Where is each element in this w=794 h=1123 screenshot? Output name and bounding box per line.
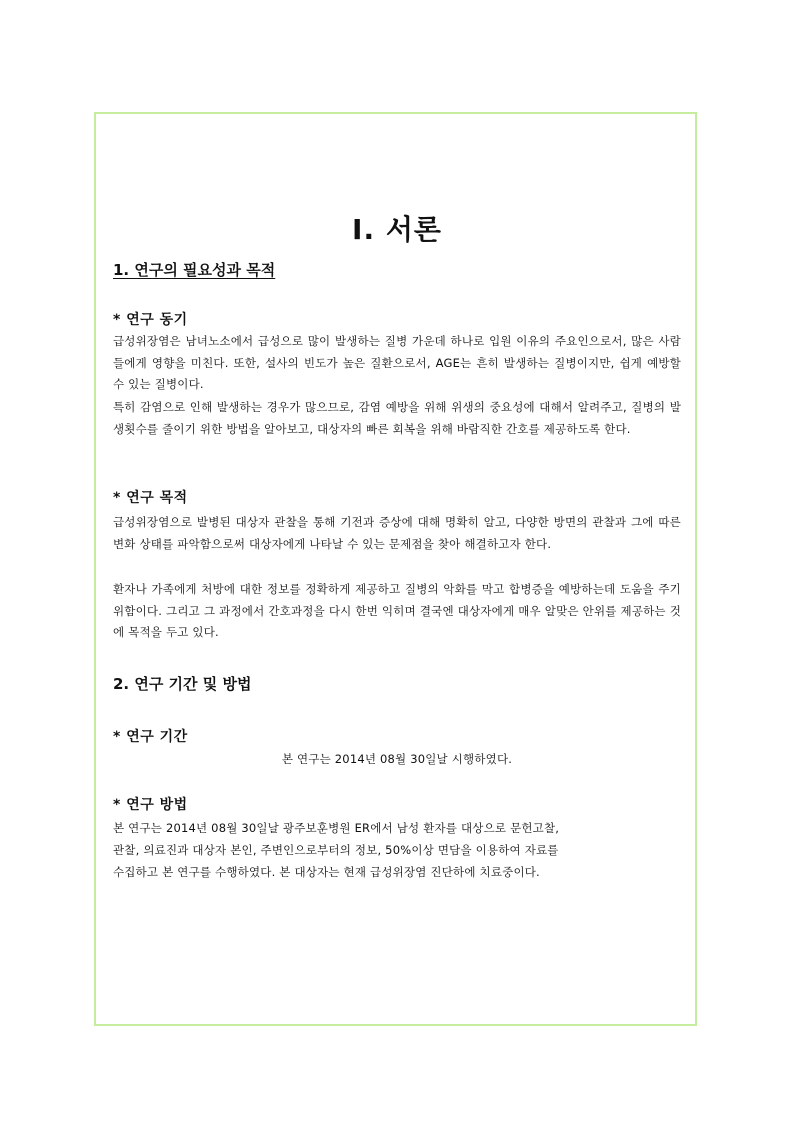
period-heading: * 연구 기간 [113, 729, 188, 745]
method-line-2: 관찰, 의료진과 대상자 본인, 주변인으로부터의 정보, 50%이상 면담을 이용하여 자료를 [113, 843, 559, 857]
method-line-1: 본 연구는 2014년 08월 30일날 광주보훈병원 ER에서 남성 환자를 대상으로 문헌고찰, [113, 821, 560, 835]
motivation-paragraph-2: 특히 감염으로 인해 발생하는 경우가 많으므로, 감염 예방을 위해 위생의 중요성에 대해서 알려주고, 질병의 발생횟수를 줄이기 위한 방법을 알아보고, 대상자의 빠른 회복을 위해 바람직한 간호를 제공하도록 한다. [113, 400, 681, 436]
purpose-heading: * 연구 목적 [113, 490, 188, 506]
section2-heading: 2. 연구 기간 및 방법 [113, 675, 252, 693]
document-title: Ⅰ. 서론 [352, 213, 442, 246]
motivation-paragraph-1: 급성위장염은 남녀노소에서 급성으로 많이 발생하는 질병 가운데 하나로 입원 이유의 주요인으로서, 많은 사람들에게 영향을 미친다. 또한, 설사의 빈도가 높은 질환으로서, AGE는 흔히 발생하는 질병이지만, 쉽게 예방할 수 있는 질병이다. [113, 334, 681, 391]
method-heading: * 연구 방법 [113, 797, 188, 813]
purpose-paragraph-1: 급성위장염으로 발병된 대상자 관찰을 통해 기전과 증상에 대해 명확히 알고, 다양한 방면의 관찰과 그에 따른 변화 상태를 파악함으로써 대상자에게 나타날 수 있는 문제점을 찾아 해결하고자 한다. [113, 515, 681, 551]
method-line-3: 수집하고 본 연구를 수행하였다. 본 대상자는 현재 급성위장염 진단하에 치료중이다. [113, 865, 540, 879]
period-text: 본 연구는 2014년 08월 30일날 시행하였다. [281, 752, 513, 766]
section1-heading: 1. 연구의 필요성과 목적 [113, 261, 276, 279]
page-border [94, 112, 697, 1026]
purpose-paragraph-2: 환자나 가족에게 처방에 대한 정보를 정확하게 제공하고 질병의 악화를 막고 합병증을 예방하는데 도움을 주기 위함이다. 그리고 그 과정에서 간호과정을 다시 한번 익히며 결국엔 대상자에게 매우 알맞은 안위를 제공하는 것에 목적을 두고 있다. [113, 582, 681, 639]
motivation-heading: * 연구 동기 [113, 312, 188, 328]
